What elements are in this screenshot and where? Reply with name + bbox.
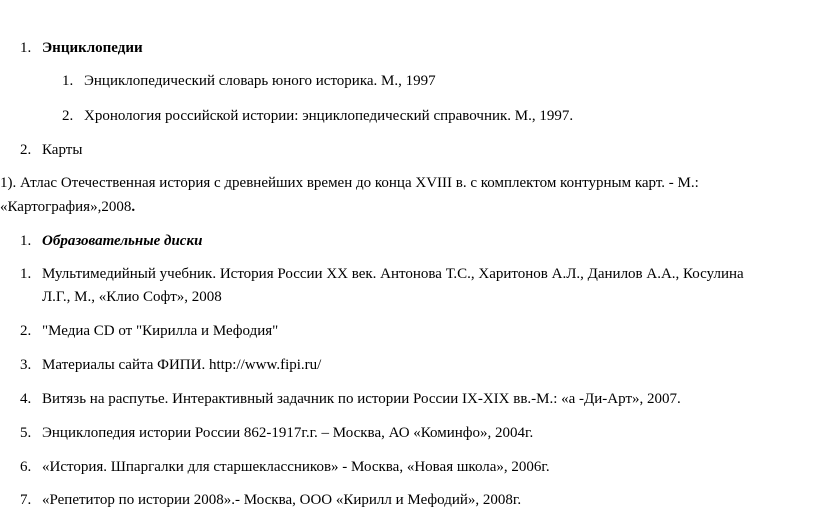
- section-title-encyclopedias: Энциклопедии: [42, 40, 143, 56]
- list-item-text: Витязь на распутье. Интерактивный задачник по истории России IX-XIX вв.-М.: «а -Ди-Арт», 2007.: [42, 391, 681, 407]
- list-item-text: «Репетитор по истории 2008».- Москва, ООО «Кирилл и Мефодий», 2008г.: [42, 492, 522, 508]
- atlas-text-line2: «Картография»,2008: [0, 199, 132, 215]
- subitem-number: 1.: [62, 73, 74, 89]
- list-item-number: 7.: [20, 492, 32, 508]
- list-item-number: 3.: [20, 357, 32, 373]
- section-title-maps: Карты: [42, 142, 83, 158]
- list-item-text: Л.Г., М., «Клио Софт», 2008: [42, 289, 222, 305]
- list-item-text: Материалы сайта ФИПИ. http://www.fipi.ru/: [42, 357, 322, 373]
- atlas-text-line: 1). Атлас Отечественная история с древнейших времен до конца XVIII в. с комплектом контурным карт. - М.:: [0, 175, 699, 191]
- list-item-number: 5.: [20, 425, 32, 441]
- subitem-text: Энциклопедический словарь юного историка. М., 1997: [84, 73, 436, 89]
- subitem-number: 2.: [62, 108, 74, 124]
- list-item-text: «История. Шпаргалки для старшеклассников» - Москва, «Новая школа», 2006г.: [42, 459, 550, 475]
- list-item-number: 1.: [20, 266, 32, 282]
- atlas-text-end: .: [131, 199, 136, 215]
- list-item-text: Мультимедийный учебник. История России XX век. Антонова Т.С., Харитонов А.Л., Данилов А.А., Косулина: [42, 266, 744, 282]
- section-title-discs: Образовательные диски: [42, 233, 203, 249]
- list-item-text: "Медиа CD от "Кирилла и Мефодия": [42, 323, 279, 339]
- section-number: 1.: [20, 233, 32, 249]
- atlas-text-line: [0, 198, 135, 216]
- subitem-text: Хронология российской истории: энциклопедический справочник. М., 1997.: [84, 108, 574, 124]
- section-number: 1.: [20, 40, 32, 56]
- list-item-number: 6.: [20, 459, 32, 475]
- section-number: 2.: [20, 142, 32, 158]
- list-item-number: 4.: [20, 391, 32, 407]
- list-item-number: 2.: [20, 323, 32, 339]
- list-item-text: Энциклопедия истории России 862-1917г.г. – Москва, АО «Коминфо», 2004г.: [42, 425, 534, 441]
